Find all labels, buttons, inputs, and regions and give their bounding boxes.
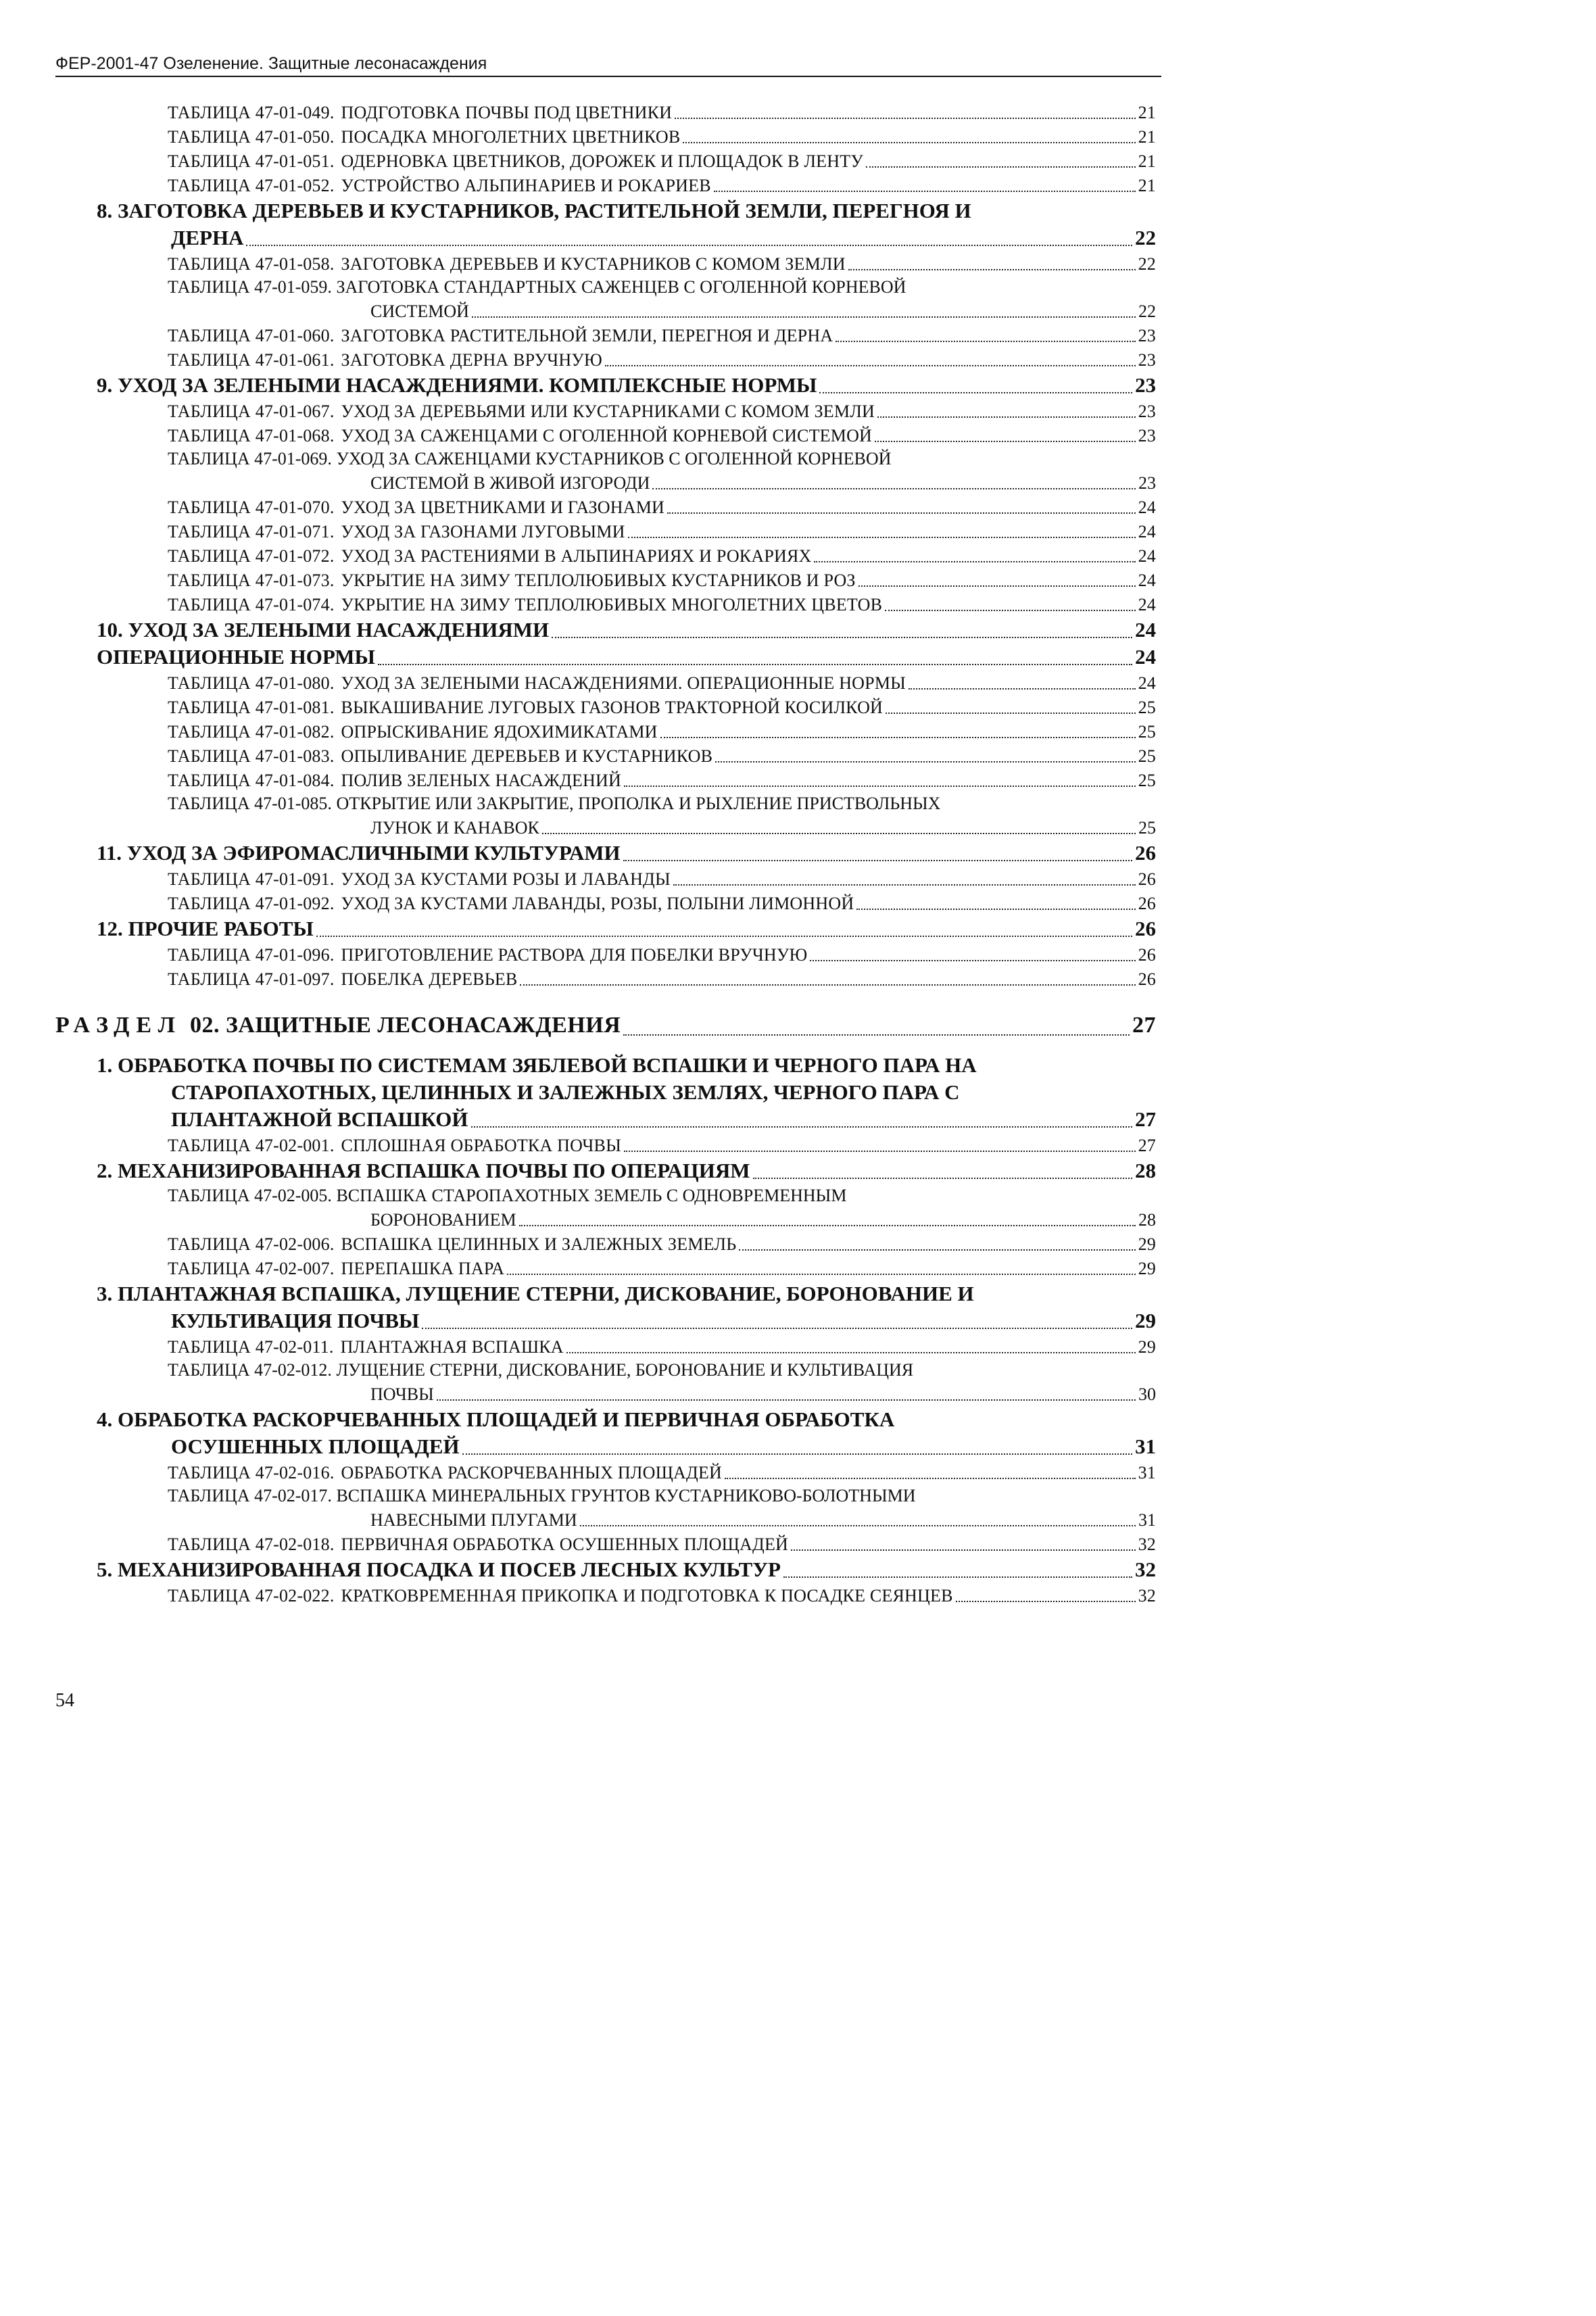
dot-leader: [956, 1601, 1136, 1602]
table-title: УХОД ЗА РАСТЕНИЯМИ В АЛЬПИНАРИЯХ И РОКАРИЯХ: [341, 546, 812, 566]
table-code: ТАБЛИЦА 47-01-084.: [168, 771, 335, 790]
page-ref: 29: [1138, 1259, 1156, 1278]
table-code: ТАБЛИЦА 47-02-017.: [168, 1486, 332, 1505]
toc-part2-section-4[interactable]: [0, 1406, 1217, 1460]
table-title: УХОД ЗА ДЕРЕВЬЯМИ ИЛИ КУСТАРНИКАМИ С КОМОМ ЗЕМЛИ: [341, 402, 875, 421]
table-title: ПЕРЕПАШКА ПАРА: [341, 1259, 505, 1278]
toc-group: [0, 100, 1217, 197]
toc-table-entry[interactable]: [0, 1256, 1217, 1280]
table-title: ОПРЫСКИВАНИЕ ЯДОХИМИКАТАМИ: [341, 722, 658, 742]
dot-leader: [791, 1549, 1136, 1551]
table-title: ПЛАНТАЖНАЯ ВСПАШКА: [340, 1337, 564, 1357]
table-title: ПОДГОТОВКА ПОЧВЫ ПОД ЦВЕТНИКИ: [341, 103, 673, 122]
page-ref: 24: [1138, 498, 1156, 517]
table-code: ТАБЛИЦА 47-01-050.: [168, 127, 335, 147]
dot-leader: [580, 1525, 1136, 1526]
page-ref: 26: [1138, 969, 1156, 989]
toc-group: [0, 1334, 1217, 1359]
section-title: 2. МЕХАНИЗИРОВАННАЯ ВСПАШКА ПОЧВЫ ПО ОПЕРАЦИЯМ: [97, 1159, 750, 1182]
page-ref: 29: [1138, 1234, 1156, 1254]
toc-table-entry[interactable]: [0, 448, 1217, 495]
toc-table-entry[interactable]: [0, 1460, 1217, 1485]
table-code: ТАБЛИЦА 47-01-091.: [168, 869, 335, 889]
dot-leader: [739, 1249, 1135, 1251]
page-ref: 31: [1138, 1510, 1156, 1530]
table-title: УХОД ЗА САЖЕНЦАМИ С ОГОЛЕННОЙ КОРНЕВОЙ СИСТЕМОЙ: [341, 426, 873, 445]
table-title: УКРЫТИЕ НА ЗИМУ ТЕПЛОЛЮБИВЫХ КУСТАРНИКОВ И РОЗ: [341, 571, 856, 590]
section-title-line: 8. ЗАГОТОВКА ДЕРЕВЬЕВ И КУСТАРНИКОВ, РАСТИТЕЛЬНОЙ ЗЕМЛИ, ПЕРЕГНОЯ И: [97, 199, 971, 222]
toc-table-entry[interactable]: [0, 149, 1217, 173]
dot-leader: [667, 512, 1136, 514]
table-code: ТАБЛИЦА 47-01-081.: [168, 698, 335, 717]
page-ref: 29: [1138, 1337, 1156, 1357]
section-title-line: 3. ПЛАНТАЖНАЯ ВСПАШКА, ЛУЩЕНИЕ СТЕРНИ, ДИСКОВАНИЕ, БОРОНОВАНИЕ И: [97, 1282, 974, 1305]
section-title: ОПЕРАЦИОННЫЕ НОРМЫ: [97, 645, 375, 669]
table-title: ЗАГОТОВКА ДЕРНА ВРУЧНУЮ: [341, 350, 602, 370]
dot-leader: [623, 1034, 1130, 1036]
table-code: ТАБЛИЦА 47-02-001.: [168, 1136, 335, 1155]
dot-leader: [885, 610, 1135, 611]
page-ref: 21: [1138, 103, 1156, 122]
toc-table-entry[interactable]: [0, 942, 1217, 967]
toc-table-entry[interactable]: [0, 891, 1217, 915]
section-title: 9. УХОД ЗА ЗЕЛЕНЫМИ НАСАЖДЕНИЯМИ. КОМПЛЕКСНЫЕ НОРМЫ: [97, 373, 817, 397]
page-ref: 24: [1135, 618, 1156, 642]
toc-table-entry[interactable]: [0, 100, 1217, 124]
toc-table-entry[interactable]: [0, 744, 1217, 768]
section-title-line: КУЛЬТИВАЦИЯ ПОЧВЫ: [171, 1309, 420, 1332]
table-code: ТАБЛИЦА 47-02-012.: [168, 1360, 332, 1380]
table-code: ТАБЛИЦА 47-02-016.: [168, 1463, 335, 1482]
dot-leader: [683, 142, 1135, 143]
section-title: 12. ПРОЧИЕ РАБОТЫ: [97, 917, 314, 940]
table-code: ТАБЛИЦА 47-01-052.: [168, 176, 335, 195]
toc-part2-section-1[interactable]: [0, 1052, 1217, 1133]
section-title: 10. УХОД ЗА ЗЕЛЕНЫМИ НАСАЖДЕНИЯМИ: [97, 618, 550, 642]
table-title: ПЕРВИЧНАЯ ОБРАБОТКА ОСУШЕННЫХ ПЛОЩАДЕЙ: [341, 1535, 789, 1554]
toc-table-entry[interactable]: [0, 671, 1217, 695]
dot-leader: [623, 860, 1132, 861]
page-ref: 28: [1135, 1159, 1156, 1182]
table-code: ТАБЛИЦА 47-02-011.: [168, 1337, 334, 1357]
table-title: ВСПАШКА МИНЕРАЛЬНЫХ ГРУНТОВ КУСТАРНИКОВО-БОЛОТНЫМИ: [336, 1486, 916, 1505]
table-code: ТАБЛИЦА 47-01-097.: [168, 969, 335, 989]
section-title-line: ОСУШЕННЫХ ПЛОЩАДЕЙ: [171, 1434, 460, 1458]
section-title-line: 4. ОБРАБОТКА РАСКОРЧЕВАННЫХ ПЛОЩАДЕЙ И ПЕРВИЧНАЯ ОБРАБОТКА: [97, 1407, 895, 1431]
toc-section-12[interactable]: [0, 915, 1217, 942]
toc-table-entry[interactable]: [0, 967, 1217, 991]
page-ref: 24: [1138, 546, 1156, 566]
table-title: ЗАГОТОВКА СТАНДАРТНЫХ САЖЕНЦЕВ С ОГОЛЕННОЙ КОРНЕВОЙ: [336, 277, 906, 297]
toc-table-entry[interactable]: [0, 719, 1217, 744]
table-code: ТАБЛИЦА 47-01-070.: [168, 498, 335, 517]
table-code: ТАБЛИЦА 47-01-059.: [168, 277, 332, 297]
page-ref: 21: [1138, 151, 1156, 171]
page-header: ФЕР-2001-47 Озеленение. Защитные лесонасаждения: [55, 53, 1161, 77]
toc-part2-section-5[interactable]: [0, 1556, 1217, 1583]
page-ref: 30: [1138, 1384, 1156, 1404]
page-ref: 23: [1138, 402, 1156, 421]
toc-part2-section-2[interactable]: [0, 1157, 1217, 1184]
page-ref: 32: [1138, 1586, 1156, 1606]
dot-leader: [507, 1274, 1135, 1275]
dot-leader: [819, 392, 1132, 393]
toc-table-entry[interactable]: [0, 495, 1217, 519]
toc-section-10-sub[interactable]: [0, 644, 1217, 671]
toc-table-entry[interactable]: [0, 347, 1217, 372]
table-of-contents: [0, 100, 1217, 1608]
table-code: ТАБЛИЦА 47-02-022.: [168, 1586, 335, 1606]
table-title: УХОД ЗА КУСТАМИ ЛАВАНДЫ, РОЗЫ, ПОЛЫНИ ЛИМОННОЙ: [341, 894, 854, 913]
table-title: ВЫКАШИВАНИЕ ЛУГОВЫХ ГАЗОНОВ ТРАКТОРНОЙ КОСИЛКОЙ: [341, 698, 884, 717]
table-title: ЛУЩЕНИЕ СТЕРНИ, ДИСКОВАНИЕ, БОРОНОВАНИЕ И КУЛЬТИВАЦИЯ: [336, 1360, 914, 1380]
table-title: СИСТЕМОЙ: [370, 301, 469, 321]
toc-table-entry[interactable]: [0, 399, 1217, 423]
table-code: ТАБЛИЦА 47-01-072.: [168, 546, 335, 566]
dot-leader: [859, 585, 1136, 587]
dot-leader: [422, 1328, 1132, 1329]
page-ref: 27: [1135, 1107, 1156, 1131]
toc-group: [0, 942, 1217, 991]
page-ref: 24: [1138, 522, 1156, 541]
toc-group: [0, 323, 1217, 372]
table-code: ТАБЛИЦА 47-01-085.: [168, 794, 332, 813]
dot-leader: [246, 245, 1132, 246]
section-title-line: ДЕРНА: [171, 226, 244, 249]
table-title: ПРИГОТОВЛЕНИЕ РАСТВОРА ДЛЯ ПОБЕЛКИ ВРУЧНУЮ: [341, 945, 808, 965]
toc-table-entry[interactable]: [0, 568, 1217, 592]
table-title: НАВЕСНЫМИ ПЛУГАМИ: [370, 1510, 577, 1530]
page-ref: 26: [1138, 894, 1156, 913]
toc-table-entry[interactable]: [0, 1133, 1217, 1157]
table-code: ТАБЛИЦА 47-01-092.: [168, 894, 335, 913]
table-code: ТАБЛИЦА 47-01-069.: [168, 449, 332, 468]
page-ref: 26: [1138, 945, 1156, 965]
dot-leader: [566, 1352, 1136, 1353]
table-title: ВСПАШКА ЦЕЛИННЫХ И ЗАЛЕЖНЫХ ЗЕМЕЛЬ: [341, 1234, 737, 1254]
table-title: ЗАГОТОВКА РАСТИТЕЛЬНОЙ ЗЕМЛИ, ПЕРЕГНОЯ И ДЕРНА: [341, 326, 833, 345]
dot-leader: [848, 269, 1136, 270]
part-title: 02. ЗАЩИТНЫЕ ЛЕСОНАСАЖДЕНИЯ: [189, 1013, 621, 1038]
table-code: ТАБЛИЦА 47-01-082.: [168, 722, 335, 742]
table-code: ТАБЛИЦА 47-01-060.: [168, 326, 335, 345]
table-title: ПОБЕЛКА ДЕРЕВЬЕВ: [341, 969, 518, 989]
part-word: РАЗДЕЛ: [55, 1013, 182, 1038]
dot-leader: [605, 365, 1136, 366]
table-code: ТАБЛИЦА 47-02-018.: [168, 1535, 335, 1554]
table-title: ПОЛИВ ЗЕЛЕНЫХ НАСАЖДЕНИЙ: [341, 771, 621, 790]
table-code: ТАБЛИЦА 47-01-096.: [168, 945, 335, 965]
toc-group: [0, 1133, 1217, 1157]
dot-leader: [471, 1126, 1132, 1128]
page-ref: 32: [1138, 1535, 1156, 1554]
toc-table-entry[interactable]: [0, 276, 1217, 323]
dot-leader: [877, 416, 1136, 418]
page-ref: 25: [1138, 746, 1156, 766]
dot-leader: [437, 1399, 1136, 1401]
page-number: 54: [55, 1690, 74, 1711]
table-title: ЛУНОК И КАНАВОК: [370, 818, 539, 838]
section-title-line: СТАРОПАХОТНЫХ, ЦЕЛИННЫХ И ЗАЛЕЖНЫХ ЗЕМЛЯХ, ЧЕРНОГО ПАРА С: [171, 1080, 960, 1104]
table-code: ТАБЛИЦА 47-01-061.: [168, 350, 335, 370]
toc-part-02[interactable]: [0, 1009, 1217, 1041]
page-ref: 24: [1138, 571, 1156, 590]
page-ref: 21: [1138, 127, 1156, 147]
table-title: УХОД ЗА КУСТАМИ РОЗЫ И ЛАВАНДЫ: [341, 869, 671, 889]
toc-group: [0, 251, 1217, 276]
table-title: СПЛОШНАЯ ОБРАБОТКА ПОЧВЫ: [341, 1136, 621, 1155]
page-ref: 23: [1138, 350, 1156, 370]
toc-table-entry[interactable]: [0, 173, 1217, 197]
table-title: УХОД ЗА САЖЕНЦАМИ КУСТАРНИКОВ С ОГОЛЕННОЙ КОРНЕВОЙ: [336, 449, 892, 468]
toc-table-entry[interactable]: [0, 1532, 1217, 1556]
table-title: ЗАГОТОВКА ДЕРЕВЬЕВ И КУСТАРНИКОВ С КОМОМ ЗЕМЛИ: [341, 254, 846, 274]
dot-leader: [725, 1478, 1136, 1479]
table-title: ОБРАБОТКА РАСКОРЧЕВАННЫХ ПЛОЩАДЕЙ: [341, 1463, 723, 1482]
dot-leader: [624, 1151, 1136, 1152]
toc-table-entry[interactable]: [0, 519, 1217, 544]
table-code: ТАБЛИЦА 47-01-083.: [168, 746, 335, 766]
table-code: ТАБЛИЦА 47-02-007.: [168, 1259, 335, 1278]
table-title: ОДЕРНОВКА ЦВЕТНИКОВ, ДОРОЖЕК И ПЛОЩАДОК В ЛЕНТУ: [341, 151, 863, 171]
page-ref: 23: [1138, 473, 1156, 493]
toc-table-entry[interactable]: [0, 695, 1217, 719]
toc-group: [0, 671, 1217, 792]
dot-leader: [866, 166, 1136, 168]
page-ref: 23: [1138, 326, 1156, 345]
dot-leader: [836, 341, 1135, 342]
section-title-line: ПЛАНТАЖНОЙ ВСПАШКОЙ: [171, 1107, 468, 1131]
dot-leader: [624, 786, 1136, 787]
table-code: ТАБЛИЦА 47-01-051.: [168, 151, 335, 171]
page-ref: 24: [1138, 595, 1156, 614]
toc-group: [0, 1460, 1217, 1485]
table-title: ОТКРЫТИЕ ИЛИ ЗАКРЫТИЕ, ПРОПОЛКА И РЫХЛЕНИЕ ПРИСТВОЛЬНЫХ: [336, 794, 941, 813]
page-ref: 24: [1135, 645, 1156, 669]
table-title: КРАТКОВРЕМЕННАЯ ПРИКОПКА И ПОДГОТОВКА К ПОСАДКЕ СЕЯНЦЕВ: [341, 1586, 953, 1606]
page-ref: 26: [1135, 841, 1156, 865]
page-ref: 25: [1138, 698, 1156, 717]
page-ref: 24: [1138, 673, 1156, 693]
page-ref: 25: [1138, 771, 1156, 790]
toc-group: [0, 495, 1217, 617]
page-ref: 25: [1138, 818, 1156, 838]
dot-leader: [660, 737, 1136, 738]
dot-leader: [715, 761, 1135, 763]
toc-part2-section-3[interactable]: [0, 1280, 1217, 1334]
dot-leader: [856, 909, 1135, 910]
dot-leader: [810, 960, 1135, 961]
dot-leader: [519, 1225, 1136, 1226]
dot-leader: [472, 316, 1136, 318]
dot-leader: [753, 1178, 1132, 1179]
toc-table-entry[interactable]: [0, 124, 1217, 149]
table-code: ТАБЛИЦА 47-01-073.: [168, 571, 335, 590]
dot-leader: [552, 637, 1132, 638]
toc-table-entry[interactable]: [0, 323, 1217, 347]
page-ref: 25: [1138, 722, 1156, 742]
toc-section-9[interactable]: [0, 372, 1217, 399]
table-title: СИСТЕМОЙ В ЖИВОЙ ИЗГОРОДИ: [370, 473, 650, 493]
table-title: УКРЫТИЕ НА ЗИМУ ТЕПЛОЛЮБИВЫХ МНОГОЛЕТНИХ ЦВЕТОВ: [341, 595, 883, 614]
dot-leader: [886, 713, 1136, 714]
dot-leader: [714, 191, 1136, 192]
page-ref: 28: [1138, 1210, 1156, 1230]
table-code: ТАБЛИЦА 47-01-074.: [168, 595, 335, 614]
dot-leader: [542, 833, 1136, 834]
table-code: ТАБЛИЦА 47-01-049.: [168, 103, 335, 122]
page-ref: 26: [1135, 917, 1156, 940]
toc-table-entry[interactable]: [0, 1485, 1217, 1532]
table-code: ТАБЛИЦА 47-01-068.: [168, 426, 335, 445]
table-title: УХОД ЗА ЦВЕТНИКАМИ И ГАЗОНАМИ: [341, 498, 665, 517]
page-ref: 22: [1138, 301, 1156, 321]
table-title: БОРОНОВАНИЕМ: [370, 1210, 516, 1230]
page-ref: 31: [1135, 1434, 1156, 1458]
dot-leader: [520, 984, 1135, 986]
dot-leader: [875, 441, 1136, 442]
toc-table-entry[interactable]: [0, 768, 1217, 792]
table-title: ПОСАДКА МНОГОЛЕТНИХ ЦВЕТНИКОВ: [341, 127, 681, 147]
toc-group: [0, 399, 1217, 448]
section-title: 11. УХОД ЗА ЭФИРОМАСЛИЧНЫМИ КУЛЬТУРАМИ: [97, 841, 621, 865]
table-title: ОПЫЛИВАНИЕ ДЕРЕВЬЕВ И КУСТАРНИКОВ: [341, 746, 713, 766]
toc-section-10[interactable]: [0, 617, 1217, 644]
table-code: ТАБЛИЦА 47-01-071.: [168, 522, 335, 541]
table-title: УХОД ЗА ЗЕЛЕНЫМИ НАСАЖДЕНИЯМИ. ОПЕРАЦИОННЫЕ НОРМЫ: [341, 673, 906, 693]
toc-table-entry[interactable]: [0, 1583, 1217, 1608]
toc-table-entry[interactable]: [0, 1334, 1217, 1359]
table-title: ВСПАШКА СТАРОПАХОТНЫХ ЗЕМЕЛЬ С ОДНОВРЕМЕННЫМ: [336, 1186, 847, 1205]
dot-leader: [673, 884, 1136, 886]
dot-leader: [675, 118, 1135, 119]
table-title: ПОЧВЫ: [370, 1384, 434, 1404]
page-ref: 26: [1138, 869, 1156, 889]
toc-table-entry[interactable]: [0, 792, 1217, 840]
section-title: 5. МЕХАНИЗИРОВАННАЯ ПОСАДКА И ПОСЕВ ЛЕСНЫХ КУЛЬТУР: [97, 1558, 781, 1581]
table-code: ТАБЛИЦА 47-01-067.: [168, 402, 335, 421]
toc-table-entry[interactable]: [0, 1232, 1217, 1256]
table-code: ТАБЛИЦА 47-02-006.: [168, 1234, 335, 1254]
page-ref: 22: [1135, 226, 1156, 249]
toc-section-11[interactable]: [0, 840, 1217, 867]
page-ref: 29: [1135, 1309, 1156, 1332]
page-ref: 27: [1138, 1136, 1156, 1155]
toc-group: [0, 867, 1217, 915]
toc-table-entry[interactable]: [0, 544, 1217, 568]
dot-leader: [783, 1576, 1132, 1578]
page-ref: 31: [1138, 1463, 1156, 1482]
dot-leader: [462, 1453, 1132, 1455]
toc-group: [0, 1232, 1217, 1280]
table-title: УХОД ЗА ГАЗОНАМИ ЛУГОВЫМИ: [341, 522, 625, 541]
toc-section-8[interactable]: [0, 197, 1217, 251]
toc-group: [0, 1532, 1217, 1556]
toc-group: [0, 1583, 1217, 1608]
page-ref: 27: [1132, 1013, 1156, 1038]
page-ref: 23: [1138, 426, 1156, 445]
table-code: ТАБЛИЦА 47-02-005.: [168, 1186, 332, 1205]
page-ref: 32: [1135, 1558, 1156, 1581]
page-ref: 23: [1135, 373, 1156, 397]
table-code: ТАБЛИЦА 47-01-058.: [168, 254, 335, 274]
dot-leader: [909, 688, 1136, 690]
dot-leader: [814, 561, 1135, 562]
page-ref: 22: [1138, 254, 1156, 274]
section-title-line: 1. ОБРАБОТКА ПОЧВЫ ПО СИСТЕМАМ ЗЯБЛЕВОЙ ВСПАШКИ И ЧЕРНОГО ПАРА НА: [97, 1053, 977, 1077]
table-title: УСТРОЙСТВО АЛЬПИНАРИЕВ И РОКАРИЕВ: [341, 176, 711, 195]
toc-table-entry[interactable]: [0, 423, 1217, 448]
toc-table-entry[interactable]: [0, 251, 1217, 276]
table-code: ТАБЛИЦА 47-01-080.: [168, 673, 335, 693]
toc-table-entry[interactable]: [0, 592, 1217, 617]
dot-leader: [316, 936, 1132, 937]
toc-table-entry[interactable]: [0, 867, 1217, 891]
toc-table-entry[interactable]: [0, 1359, 1217, 1406]
toc-table-entry[interactable]: [0, 1184, 1217, 1232]
dot-leader: [378, 664, 1132, 665]
dot-leader: [652, 488, 1136, 489]
page-ref: 21: [1138, 176, 1156, 195]
dot-leader: [628, 537, 1136, 538]
